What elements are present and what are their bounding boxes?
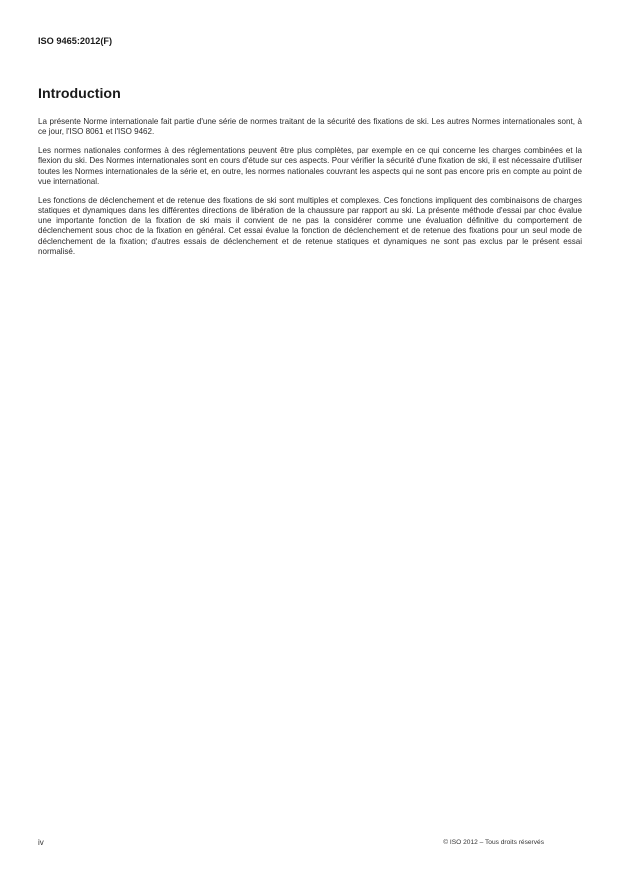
section-title: Introduction: [38, 86, 121, 102]
paragraph-1: La présente Norme internationale fait partie d'une série de normes traitant de la sécurité des fixations de ski. Les autres Normes internationales sont, à ce jour, l'ISO 8061 et l'ISO 9462.: [38, 117, 582, 137]
introduction-body: [38, 117, 582, 266]
paragraph-2: Les normes nationales conformes à des réglementations peuvent être plus complètes, par exemple en ce qui concerne les charges combinées et la flexion du ski. Des Normes internationales sont en cours d'étude sur ces aspects. Pour vérifier la sécurité d'une fixation de ski, il est nécessaire d'utiliser toutes les Normes internationales de la série et, en outre, les normes nationales couvrant les aspects qui ne sont pas encore pris en compte au point de vue international.: [38, 145, 582, 186]
paragraph-3: Les fonctions de déclenchement et de retenue des fixations de ski sont multiples et complexes. Ces fonctions impliquent des combinaisons de charges statiques et dynamiques dans les différentes directions de libération de la chaussure par rapport au ski. La présente méthode d'essai par choc évalue une importante fonction de la fixation de ski mais il convient de ne pas la considérer comme une évaluation définitive du comportement de déclenchement sous choc de la fixation en général. Cet essai évalue la fonction de déclenchement et de retenue des fixations pour un seul mode de déclenchement de la fixation; d'autres essais de déclenchement et de retenue statiques et dynamiques ne sont pas exclus par le présent essai normalisé.: [38, 195, 582, 257]
copyright-notice: © ISO 2012 – Tous droits réservés: [443, 839, 544, 846]
document-id-header: ISO 9465:2012(F): [38, 36, 113, 46]
page-number: iv: [38, 838, 44, 847]
